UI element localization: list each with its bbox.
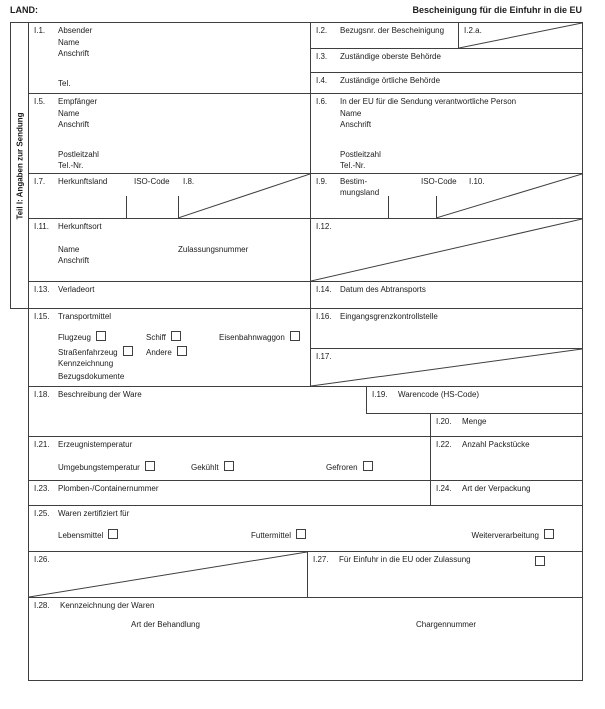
i27-checkbox[interactable] (535, 556, 545, 566)
i4-title: Zuständige örtliche Behörde (340, 76, 441, 85)
part1-sidebar-label: Teil I: Angaben zur Sendung (15, 111, 24, 220)
i5-name-label: Name (58, 109, 80, 118)
i16-number: I.16. (316, 312, 332, 321)
i22-title: Anzahl Packstücke (462, 440, 530, 449)
field-i28-kennzeichnung-der-waren (28, 597, 583, 681)
i15-schiff-option (146, 331, 181, 344)
i15-flugzeug-option (58, 331, 106, 344)
weiterverarbeitung-checkbox[interactable] (544, 529, 554, 539)
i8-strikeout-diagonal (178, 174, 310, 218)
field-i7-herkunftsland (28, 173, 311, 219)
i21-umgebungstemperatur-label: Umgebungstemperatur (58, 463, 140, 472)
i15-kennzeichnung-label: Kennzeichnung (58, 359, 114, 368)
i25-futtermittel-label: Futtermittel (251, 531, 292, 540)
part1-sidebar (10, 22, 29, 309)
i11-zulassungsnummer-label: Zulassungsnummer (178, 245, 249, 254)
i11-anschrift-label: Anschrift (58, 256, 90, 265)
i24-title: Art der Verpackung (462, 484, 531, 493)
i15-flugzeug-label: Flugzeug (58, 333, 91, 342)
i15-strassenfahrzeug-option (58, 346, 133, 359)
field-i3-oberste-behoerde (310, 48, 583, 73)
schiff-checkbox[interactable] (171, 331, 181, 341)
i5-title: Empfänger (58, 97, 98, 106)
field-i24-art-der-verpackung (430, 480, 583, 506)
i22-number: I.22. (436, 440, 452, 449)
i25-futtermittel-option (251, 529, 306, 542)
field-i21-erzeugnistemperatur (28, 436, 431, 481)
field-i11-herkunftsort (28, 218, 311, 282)
i23-title: Plomben-/Containernummer (58, 484, 159, 493)
i6-title: In der EU für die Sendung verantwortliche Person (340, 97, 517, 106)
i15-bezugsdokumente-label: Bezugsdokumente (58, 372, 125, 381)
i1-tel-label: Tel. (58, 79, 71, 88)
i24-number: I.24. (436, 484, 452, 493)
i7-number: I.7. (34, 177, 46, 186)
i6-number: I.6. (316, 97, 328, 106)
i3-title: Zuständige oberste Behörde (340, 52, 441, 61)
umgebungstemperatur-checkbox[interactable] (145, 461, 155, 471)
i21-title: Erzeugnistemperatur (58, 440, 133, 449)
i20-title: Menge (462, 417, 487, 426)
i1-name-label: Name (58, 38, 80, 47)
i15-eisenbahnwaggon-label: Eisenbahnwaggon (219, 333, 285, 342)
i17-number: I.17. (316, 352, 332, 361)
page-title: Bescheinigung für die Einfuhr in die EU (412, 5, 582, 15)
andere-checkbox[interactable] (177, 346, 187, 356)
i27-number: I.27. (313, 555, 329, 564)
field-i5-empfaenger (28, 93, 311, 174)
i6-anschrift-label: Anschrift (340, 120, 372, 129)
i5-tel-label: Tel.-Nr. (58, 161, 84, 170)
field-i9-bestimmungsland (310, 173, 583, 219)
i25-weiterverarbeitung-label: Weiterverarbeitung (471, 531, 539, 540)
field-i20-menge (430, 413, 583, 437)
i15-eisenbahnwaggon-option (219, 331, 300, 344)
i12-strikeout-diagonal (311, 219, 582, 281)
i15-title: Transportmittel (58, 312, 112, 321)
field-i2-bezugsnr (310, 22, 459, 49)
field-i22-anzahl-packstuecke (430, 436, 583, 481)
eisenbahnwaggon-checkbox[interactable] (290, 331, 300, 341)
flugzeug-checkbox[interactable] (96, 331, 106, 341)
country-label: LAND: (10, 5, 38, 15)
i28-number: I.28. (34, 601, 50, 610)
field-i23-plomben-containernummer (28, 480, 431, 506)
i12-number: I.12. (316, 222, 332, 231)
field-i14-datum-abtransport (310, 281, 583, 309)
i23-number: I.23. (34, 484, 50, 493)
field-i12 (310, 218, 583, 282)
i13-title: Verladeort (58, 285, 95, 294)
strassenfahrzeug-checkbox[interactable] (123, 346, 133, 356)
i15-andere-option (146, 346, 187, 359)
i19-title: Warencode (HS-Code) (398, 390, 480, 399)
i15-andere-label: Andere (146, 348, 172, 357)
i28-chargennummer-label: Chargennummer (416, 620, 477, 629)
i9-iso-code-label: ISO-Code (421, 177, 457, 186)
i7-title: Herkunftsland (58, 177, 108, 186)
field-i17 (310, 348, 583, 387)
i5-anschrift-label: Anschrift (58, 120, 90, 129)
i6-plz-label: Postleitzahl (340, 150, 381, 159)
i14-title: Datum des Abtransports (340, 285, 426, 294)
i17-strikeout-diagonal (311, 349, 582, 386)
i28-art-der-behandlung-label: Art der Behandlung (131, 620, 200, 629)
i2a-strikeout-diagonal (459, 23, 582, 48)
i26-number: I.26. (34, 555, 50, 564)
i5-plz-label: Postleitzahl (58, 150, 99, 159)
i21-umgebungstemperatur-option (58, 461, 155, 474)
i6-name-label: Name (340, 109, 362, 118)
i7-iso-code-label: ISO-Code (134, 177, 170, 186)
i25-weiterverarbeitung-option (472, 529, 554, 542)
i1-number: I.1. (34, 26, 46, 35)
field-i2a (458, 22, 583, 49)
i11-name-label: Name (58, 245, 80, 254)
i14-number: I.14. (316, 285, 332, 294)
i9-column-tick (388, 196, 389, 218)
field-i19-warencode (366, 386, 583, 414)
field-i6-verantwortliche-person (310, 93, 583, 174)
gefroren-checkbox[interactable] (363, 461, 373, 471)
i25-title: Waren zertifiziert für (58, 509, 130, 518)
i3-number: I.3. (316, 52, 328, 61)
i21-gekuehlt-label: Gekühlt (191, 463, 219, 472)
i2-number: I.2. (316, 26, 328, 35)
i18-number: I.18. (34, 390, 50, 399)
i1-anschrift-label: Anschrift (58, 49, 90, 58)
field-i13-verladeort (28, 281, 311, 309)
i15-strassenfahrzeug-label: Straßenfahrzeug (58, 348, 118, 357)
field-i1-absender (28, 22, 311, 94)
i18-title: Beschreibung der Ware (58, 390, 142, 399)
futtermittel-checkbox[interactable] (296, 529, 306, 539)
i9-title-line1: Bestim- (340, 177, 368, 186)
i25-lebensmittel-option (58, 529, 118, 542)
i27-title: Für Einfuhr in die EU oder Zulassung (339, 555, 471, 564)
gekuehlt-checkbox[interactable] (224, 461, 234, 471)
i11-title: Herkunftsort (58, 222, 102, 231)
i10-strikeout-diagonal (436, 174, 582, 218)
i28-title: Kennzeichnung der Waren (60, 601, 155, 610)
i20-number: I.20. (436, 417, 452, 426)
i13-number: I.13. (34, 285, 50, 294)
i21-gefroren-label: Gefroren (326, 463, 358, 472)
field-i16-eingangsgrenzkontrollstelle (310, 308, 583, 349)
i25-number: I.25. (34, 509, 50, 518)
i11-number: I.11. (34, 222, 49, 231)
field-i27-einfuhr-oder-zulassung (307, 551, 583, 598)
i4-number: I.4. (316, 76, 328, 85)
i19-number: I.19. (372, 390, 388, 399)
i21-number: I.21. (34, 440, 50, 449)
i5-number: I.5. (34, 97, 46, 106)
i25-lebensmittel-label: Lebensmittel (58, 531, 104, 540)
i16-title: Eingangsgrenzkontrollstelle (340, 312, 438, 321)
field-i4-oertliche-behoerde (310, 72, 583, 94)
i10-number: I.10. (469, 177, 485, 186)
i1-title: Absender (58, 26, 93, 35)
field-i15-transportmittel (28, 308, 311, 387)
i8-number: I.8. (183, 177, 195, 186)
lebensmittel-checkbox[interactable] (108, 529, 118, 539)
i21-gefroren-option (326, 461, 373, 474)
i9-title-line2: mungsland (340, 187, 380, 197)
i21-gekuehlt-option (191, 461, 234, 474)
i2a-number: I.2.a. (464, 26, 482, 35)
i15-schiff-label: Schiff (146, 333, 166, 342)
i2-title: Bezugsnr. der Bescheinigung (340, 26, 445, 35)
i6-tel-label: Tel.-Nr. (340, 161, 366, 170)
i26-strikeout-diagonal (29, 552, 307, 597)
i15-number: I.15. (34, 312, 50, 321)
i7-column-tick (126, 196, 127, 218)
i9-number: I.9. (316, 177, 328, 186)
field-i26 (28, 551, 308, 598)
field-i25-waren-zertifiziert (28, 505, 583, 552)
